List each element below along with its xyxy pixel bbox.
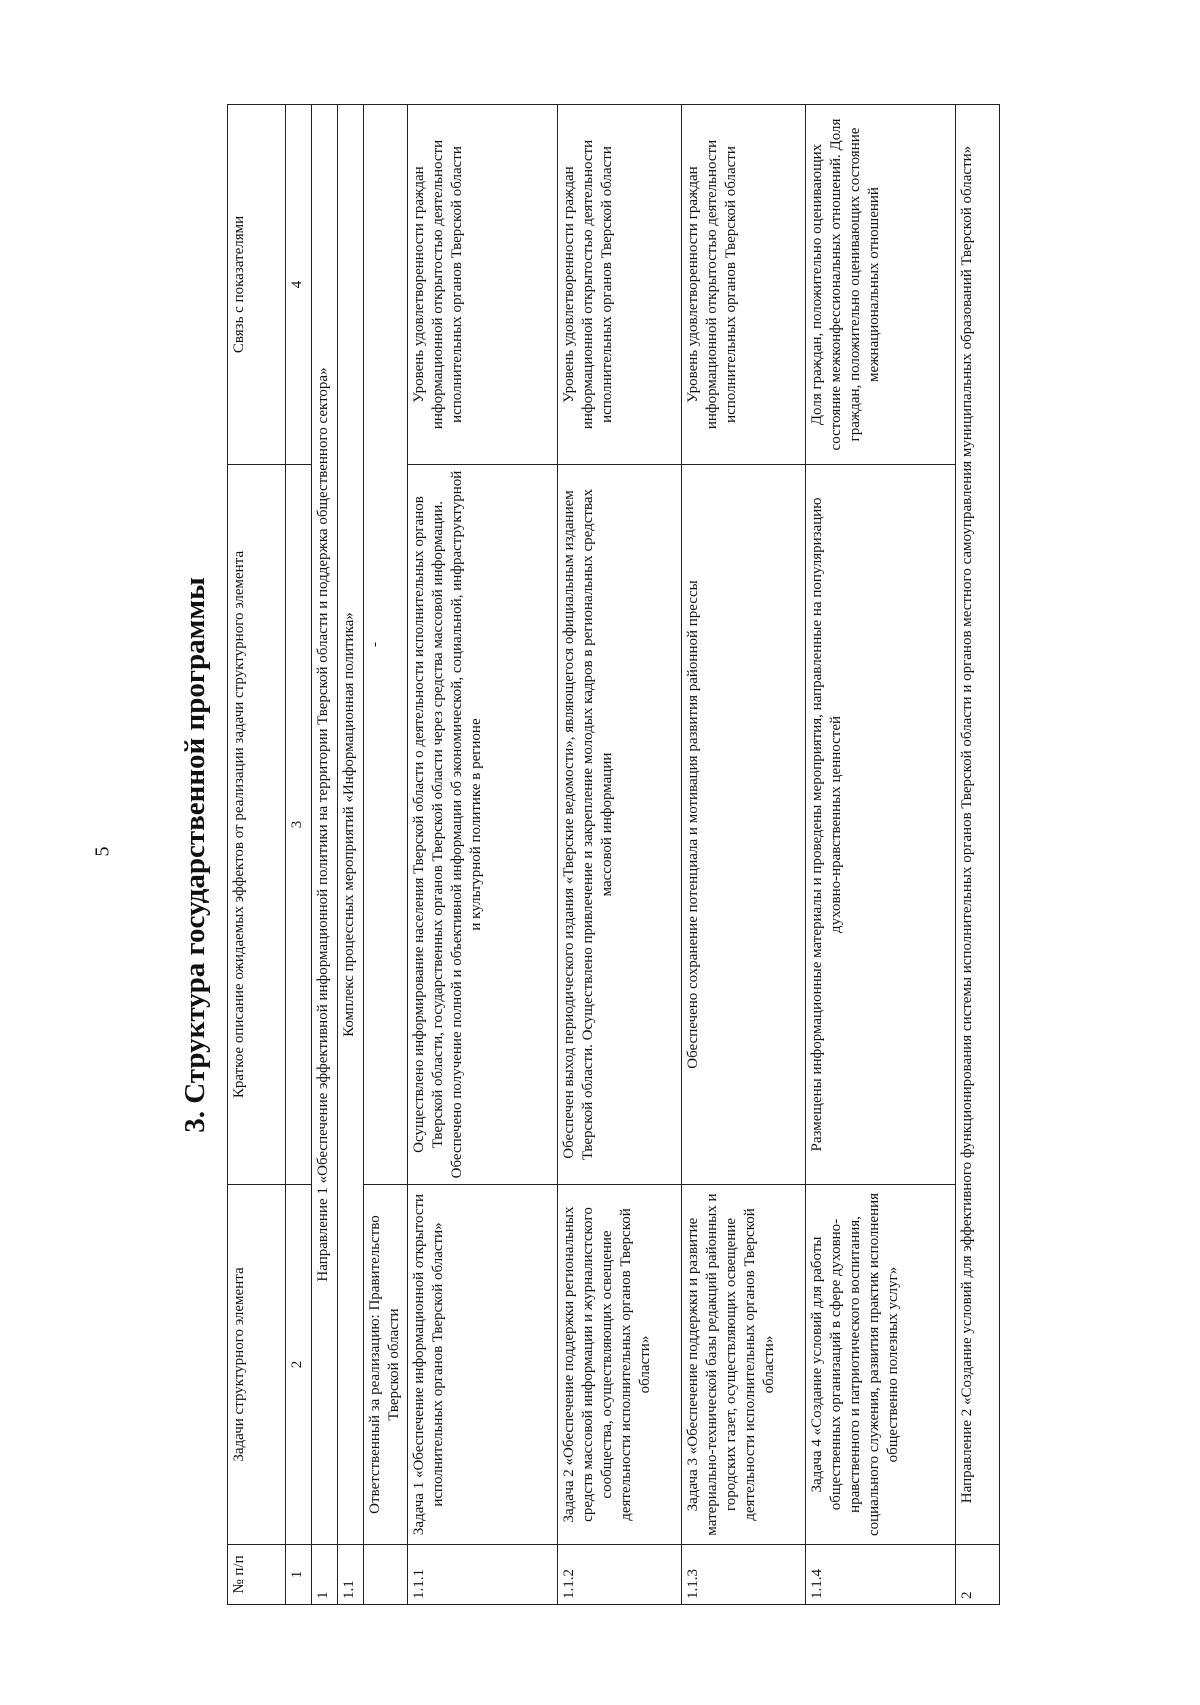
row-number-empty [364,1545,408,1605]
effect-cell: Осуществлено информирование населения Тверской области о деятельности исполнительных органов Тверской области, государственных органов Тверской области через средства массовой информации. Обеспечено получение полной и объективной информации об экономической, социальной, инфраструктурной и культурной политике в регионе [408,465,558,1185]
task-cell: Задача 1 «Обеспечение информационной открытости исполнительных органов Тверской области» [408,1185,558,1545]
complex-row [338,105,364,1605]
row-number: 1 [312,1545,338,1605]
table-row [682,105,806,1605]
column-header-effects: Краткое описание ожидаемых эффектов от реализации задачи структурного элемента [228,465,286,1185]
page-number: 5 [91,846,114,857]
task-cell: Задача 3 «Обеспечение поддержки и развитие материально-технической базы редакций районных и городских газет, осуществляющих освещение деятельности исполнительных органов Тверской области» [682,1185,806,1545]
complex-label: Комплекс процессных мероприятий «Информационная политика» [338,105,364,1545]
row-number: 1.1.2 [558,1545,682,1605]
column-header-tasks: Задачи структурного элемента [228,1185,286,1545]
responsible-dash: - [364,105,408,1185]
column-number-row [286,105,312,1605]
responsible-label: Ответственный за реализацию: Правительство Тверской области [364,1185,408,1545]
direction-row [956,105,1000,1605]
row-number: 1.1.1 [408,1545,558,1605]
row-number: 2 [956,1545,1000,1605]
direction-label: Направление 1 «Обеспечение эффективной информационной политики на территории Тверской области и поддержка общественного сектора» [312,105,338,1545]
column-number: 3 [286,465,312,1185]
rotated-page-content [165,105,1065,1605]
row-number: 1.1.4 [806,1545,956,1605]
indicator-cell: Уровень удовлетворенности граждан информационной открытостью деятельности исполнительных органов Тверской области [408,105,558,465]
direction-label: Направление 2 «Создание условий для эффективного функционирования системы исполнительных органов Тверской области и органов местного самоуправления муниципальных образований Тверской области» [956,105,1000,1545]
table-row [558,105,682,1605]
task-cell: Задача 2 «Обеспечение поддержки региональных средств массовой информации и журналистского сообщества, осуществляющих освещение деятельности исполнительных органов Тверской области» [558,1185,682,1545]
column-header-indicators: Связь с показателями [228,105,286,465]
effect-cell: Размещены информационные материалы и проведены мероприятия, направленные на популяризацию духовно-нравственных ценностей [806,465,956,1185]
responsible-row [364,105,408,1605]
effect-cell: Обеспечен выход периодического издания «Тверские ведомости», являющегося официальным изданием Тверской области. Осуществлено привлечение и закрепление молодых кадров в региональных средствах массовой информации [558,465,682,1185]
table-row [408,105,558,1605]
indicator-cell: Уровень удовлетворенности граждан информационной открытостью деятельности исполнительных органов Тверской области [682,105,806,465]
task-cell: Задача 4 «Создание условий для работы общественных организаций в сфере духовно-нравственного и патриотического воспитания, социального служения, развития практик исполнения общественно полезных услуг» [806,1185,956,1545]
indicator-cell: Доля граждан, положительно оценивающих состояние межконфессиональных отношений. Доля граждан, положительно оценивающих состояние межнациональных отношений [806,105,956,465]
column-number: 4 [286,105,312,465]
header-row [228,105,286,1605]
column-number: 2 [286,1185,312,1545]
direction-row [312,105,338,1605]
row-number: 1.1.3 [682,1545,806,1605]
row-number: 1.1 [338,1545,364,1605]
program-structure-table [227,104,1000,1605]
table-row [806,105,956,1605]
indicator-cell: Уровень удовлетворенности граждан информационной открытостью деятельности исполнительных органов Тверской области [558,105,682,465]
page-title: 3. Структура государственной программы [179,577,211,1133]
column-header-number: № п/п [228,1545,286,1605]
column-number: 1 [286,1545,312,1605]
effect-cell: Обеспечено сохранение потенциала и мотивация развития районной прессы [682,465,806,1185]
